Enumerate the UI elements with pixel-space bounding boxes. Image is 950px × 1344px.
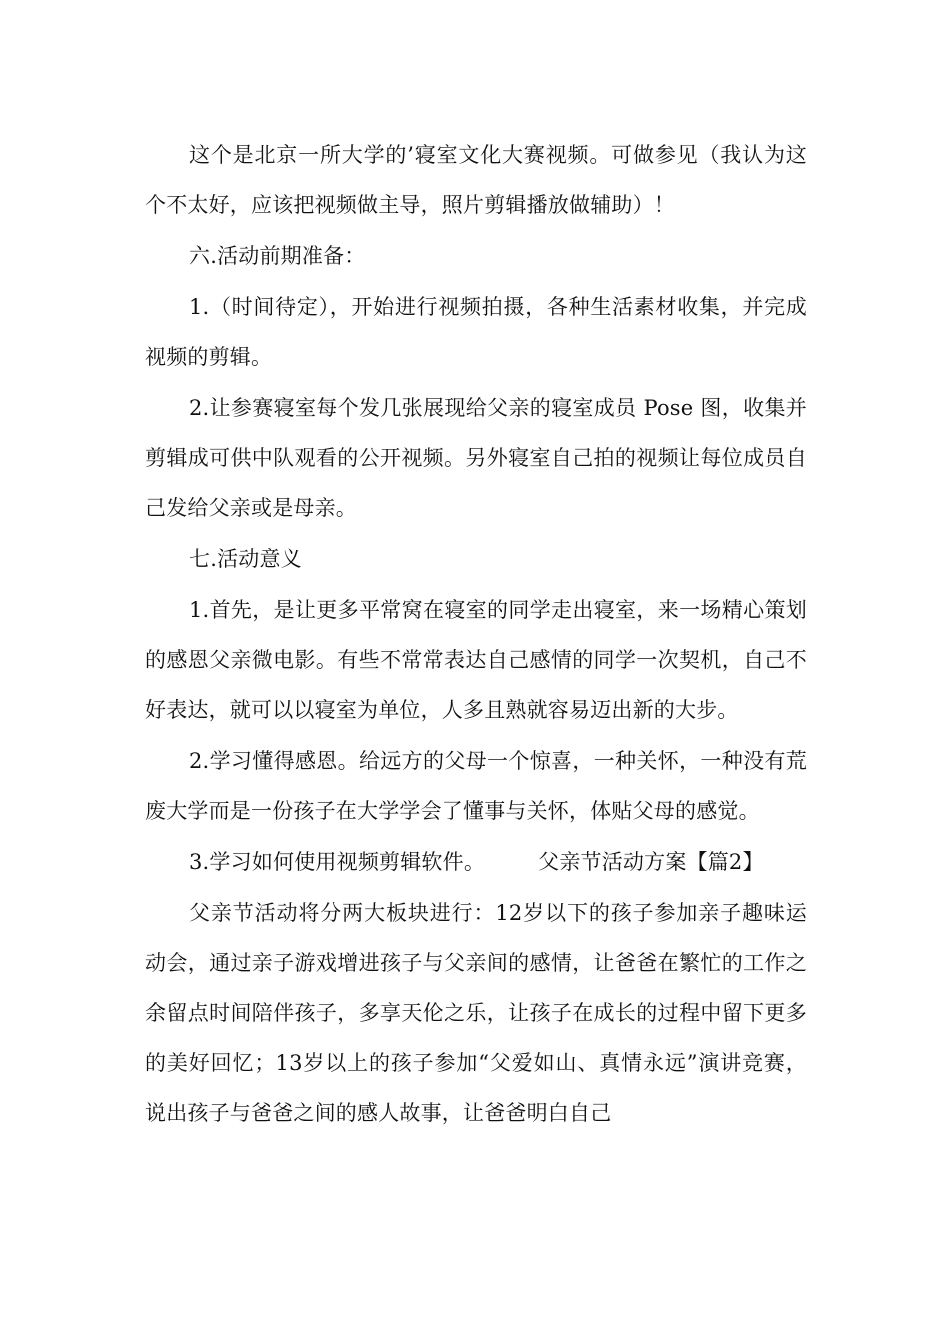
paragraph-preparation-2: 2.让参赛寝室每个发几张展现给父亲的寝室成员 Pose 图，收集并剪辑成可供中队观看的公开视频。另外寝室自己拍的视频让每位成员自己发给父亲或是母亲。 [145,396,807,520]
paragraph-significance-3: 3.学习如何使用视频剪辑软件。 父亲节活动方案【篇2】 [189,850,764,874]
heading-preparation: 六.活动前期准备： [189,244,366,268]
paragraph-significance-2: 2.学习懂得感恩。给远方的父母一个惊喜，一种关怀，一种没有荒废大学而是一份孩子在大学学会了懂事与关怀，体贴父母的感觉。 [145,749,807,823]
paragraph-preparation-1: 1.（时间待定），开始进行视频拍摄，各种生活素材收集，并完成视频的剪辑。 [145,295,807,369]
heading-significance: 七.活动意义 [189,547,302,571]
paragraph-significance-1: 1.首先，是让更多平常窝在寝室的同学走出寝室，来一场精心策划的感恩父亲微电影。有些不常常表达自己感情的同学一次契机，自己不好表达，就可以以寝室为单位，人多且熟就容易迈出新的大步。 [145,598,807,722]
paragraph-plan-2-overview: 父亲节活动将分两大板块进行：12岁以下的孩子参加亲子趣味运动会，通过亲子游戏增进孩子与父亲间的感情，让爸爸在繁忙的工作之余留点时间陪伴孩子，多享天伦之乐，让孩子在成长的过程中留下更多的美好回忆；13岁以上的孩子参加“父爱如山、真情永远”演讲竞赛，说出孩子与爸爸之间的感人故事，让爸爸明白自己 [145,901,807,1125]
paragraph-intro-video: 这个是北京一所大学的’寝室文化大赛视频。可做参见（我认为这个不太好，应该把视频做主导，照片剪辑播放做辅助）！ [145,143,807,217]
document-body [145,130,807,1139]
